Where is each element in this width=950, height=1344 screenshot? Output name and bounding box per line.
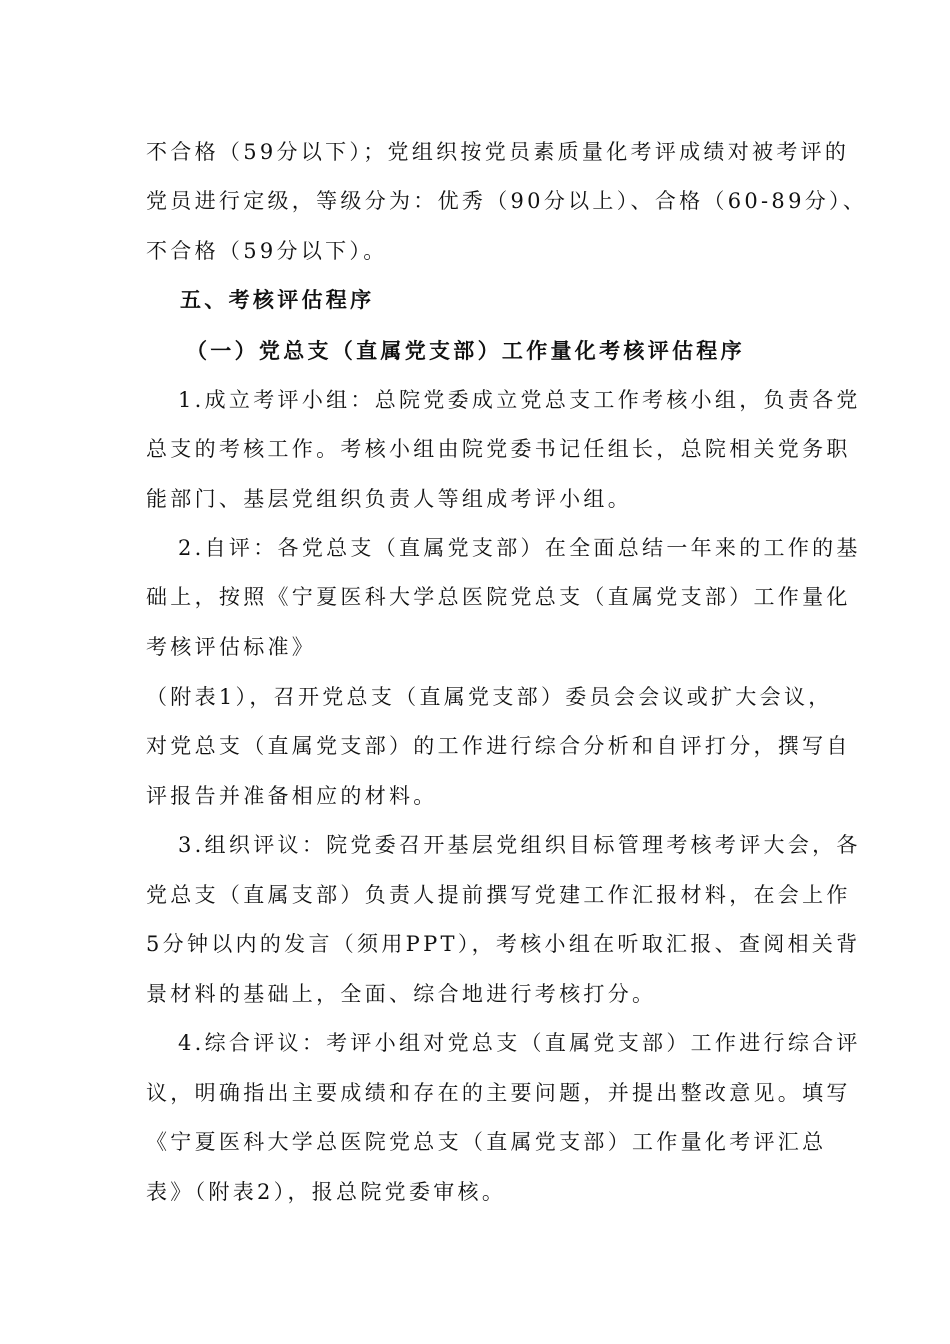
- section-heading: 五、考核评估程序: [180, 288, 375, 312]
- item1-line: 1.成立考评小组：总院党委成立党总支工作考核小组，负责各党: [178, 388, 861, 412]
- item2-line: 2.自评：各党总支（直属党支部）在全面总结一年来的工作的基: [178, 536, 861, 560]
- paragraph-line: 党员进行定级，等级分为：优秀（90分以上）、合格（60-89分）、: [146, 189, 868, 213]
- item3-line: 景材料的基础上，全面、综合地进行考核打分。: [146, 982, 657, 1006]
- item3-line: 3.组织评议：院党委召开基层党组织目标管理考核考评大会，各: [178, 833, 861, 857]
- item4-line: 表》（附表2），报总院党委审核。: [146, 1180, 507, 1204]
- item3-line: 5分钟以内的发言（须用PPT），考核小组在听取汇报、查阅相关背: [146, 932, 861, 956]
- item1-line: 总支的考核工作。考核小组由院党委书记任组长，总院相关党务职: [146, 437, 851, 461]
- item2-line: 础上，按照《宁夏医科大学总医院党总支（直属党支部）工作量化: [146, 585, 851, 609]
- paragraph-line: 不合格（59分以下）。: [146, 239, 388, 263]
- item4-line: 《宁夏医科大学总医院党总支（直属党支部）工作量化考评汇总: [146, 1130, 827, 1154]
- item2-line: 评报告并准备相应的材料。: [146, 784, 438, 808]
- subsection-heading: （一）党总支（直属党支部）工作量化考核评估程序: [186, 339, 745, 363]
- item2-line: 考核评估标准》: [146, 635, 317, 659]
- item4-line: 4.综合评议：考评小组对党总支（直属党支部）工作进行综合评: [178, 1031, 861, 1055]
- item4-line: 议，明确指出主要成绩和存在的主要问题，并提出整改意见。填写: [146, 1081, 851, 1105]
- item1-line: 能部门、基层党组织负责人等组成考评小组。: [146, 487, 632, 511]
- item3-line: 党总支（直属支部）负责人提前撰写党建工作汇报材料，在会上作: [146, 883, 851, 907]
- item2-line: 对党总支（直属党支部）的工作进行综合分析和自评打分，撰写自: [146, 734, 851, 758]
- item2-line: （附表1），召开党总支（直属党支部）委员会会议或扩大会议，: [146, 685, 833, 709]
- paragraph-line: 不合格（59分以下）；党组织按党员素质量化考评成绩对被考评的: [146, 140, 850, 164]
